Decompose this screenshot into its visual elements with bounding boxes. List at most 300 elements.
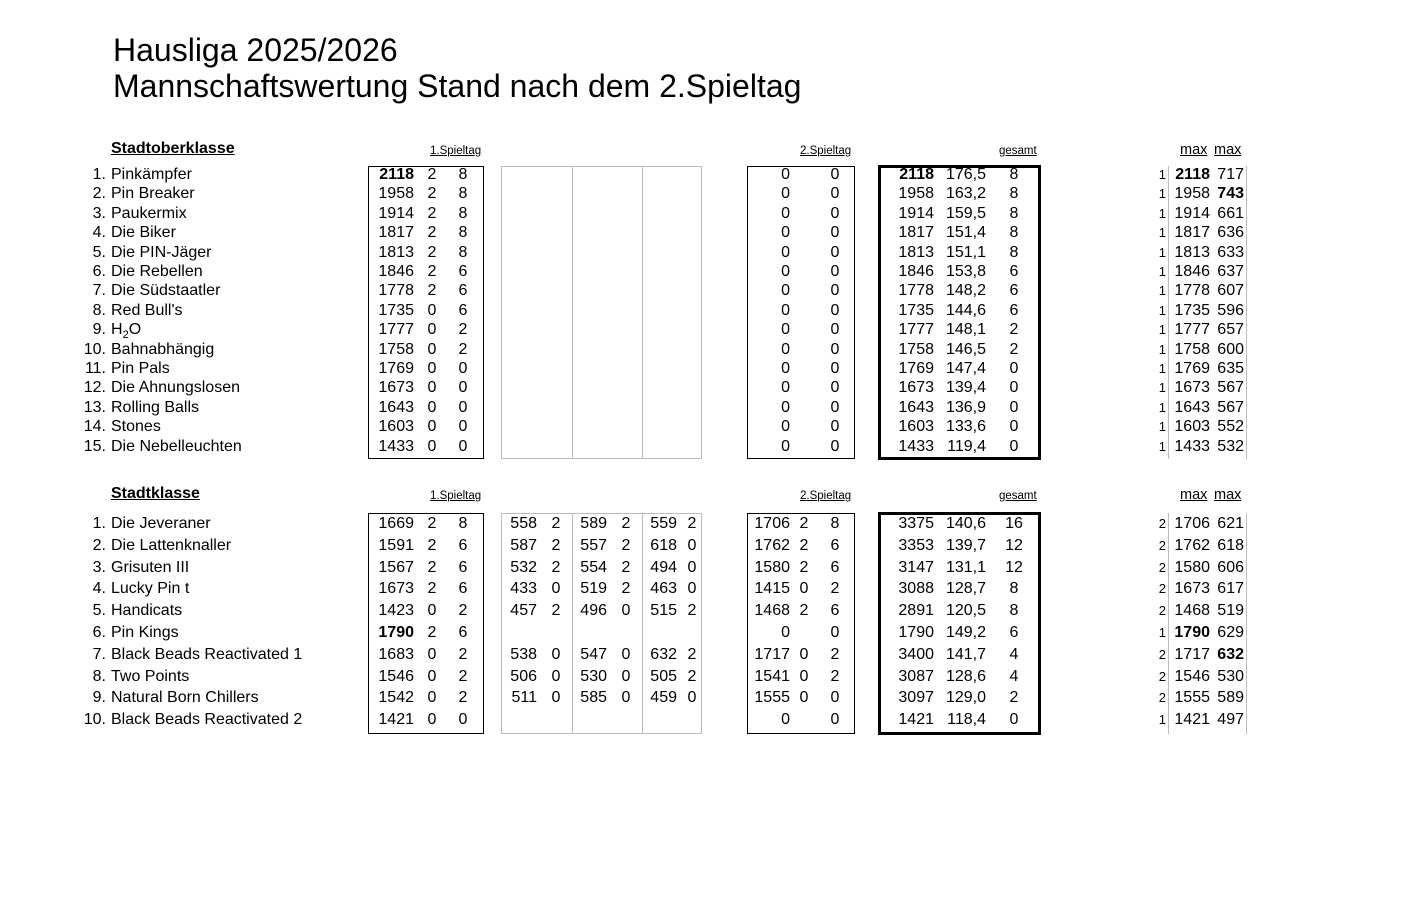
cell-max2: 607 xyxy=(1217,282,1244,300)
cell-rank: 4. xyxy=(92,580,106,598)
cell-days: 2 xyxy=(1158,690,1166,706)
cell-avg: 176,5 xyxy=(945,166,986,183)
cell-g2p: 0 xyxy=(621,602,631,620)
cell-rank: 7. xyxy=(92,282,106,300)
cell-d1: 1735 xyxy=(378,301,414,319)
cell-g3p: 2 xyxy=(687,602,697,620)
cell-rank: 3. xyxy=(92,558,106,576)
cell-max2: 657 xyxy=(1217,321,1244,339)
cell-d2s: 0 xyxy=(830,243,840,261)
cell-d2p: 2 xyxy=(799,558,809,576)
cell-days: 1 xyxy=(1158,302,1166,318)
cell-pts: 0 xyxy=(1009,398,1019,416)
cell-g1: 532 xyxy=(510,558,537,576)
cell-team: Lucky Pin t xyxy=(111,580,190,598)
cell-d1: 1958 xyxy=(378,185,414,203)
cell-avg: 153,8 xyxy=(945,263,986,280)
cell-g3p: 2 xyxy=(687,667,697,685)
cell-d2: 0 xyxy=(781,224,790,242)
cell-d1s: 2 xyxy=(458,321,468,339)
cell-g3: 559 xyxy=(650,515,677,532)
cell-team: Red Bull's xyxy=(111,301,183,319)
table-row xyxy=(0,243,1403,263)
cell-d1: 1603 xyxy=(378,418,414,436)
cell-rank: 3. xyxy=(92,204,106,222)
cell-max2: 617 xyxy=(1217,580,1244,598)
cell-pts: 6 xyxy=(1009,624,1019,641)
cell-pts: 8 xyxy=(1009,185,1019,203)
cell-d1: 1817 xyxy=(378,224,414,242)
cell-d1: 1542 xyxy=(378,689,414,707)
cell-tot: 1643 xyxy=(898,398,934,416)
cell-d2: 0 xyxy=(781,398,790,416)
cell-max1: 1643 xyxy=(1174,398,1210,416)
cell-avg: 163,2 xyxy=(945,185,986,203)
table-row xyxy=(0,359,1403,379)
cell-pts: 12 xyxy=(1005,536,1023,554)
cell-days: 1 xyxy=(1158,244,1166,260)
cell-d1: 1546 xyxy=(378,667,414,685)
cell-d1s: 0 xyxy=(458,711,468,729)
cell-d2p: 2 xyxy=(799,602,809,620)
cell-d2s: 0 xyxy=(830,689,840,707)
cell-d2: 0 xyxy=(781,437,790,455)
cell-d2s: 0 xyxy=(830,166,840,183)
cell-d1p: 0 xyxy=(427,321,437,339)
cell-rank: 6. xyxy=(92,263,106,280)
cell-g1p: 2 xyxy=(551,515,561,532)
cell-g1p: 2 xyxy=(551,558,561,576)
cell-d1: 1813 xyxy=(378,243,414,261)
cell-g3: 459 xyxy=(650,689,677,707)
table-row xyxy=(0,320,1403,340)
cell-tot: 1790 xyxy=(898,624,934,641)
cell-g3p: 0 xyxy=(687,558,697,576)
cell-max2: 532 xyxy=(1217,437,1244,455)
cell-d2p: 0 xyxy=(799,645,809,663)
cell-d2: 0 xyxy=(781,321,790,339)
cell-d1p: 0 xyxy=(427,360,437,377)
cell-d2s: 0 xyxy=(830,204,840,222)
header-total: gesamt xyxy=(999,145,1037,157)
header-day1: 1.Spieltag xyxy=(430,490,482,502)
cell-d1p: 0 xyxy=(427,667,437,685)
cell-rank: 10. xyxy=(83,340,106,358)
cell-tot: 2891 xyxy=(898,602,934,620)
cell-max1: 1603 xyxy=(1174,418,1210,436)
cell-d1s: 6 xyxy=(458,301,468,319)
cell-pts: 8 xyxy=(1009,243,1019,261)
cell-d2p: 0 xyxy=(799,689,809,707)
cell-days: 2 xyxy=(1158,668,1166,684)
cell-d2s: 6 xyxy=(830,602,840,620)
cell-g2: 530 xyxy=(580,667,607,685)
cell-avg: 147,4 xyxy=(945,360,986,377)
cell-rank: 8. xyxy=(92,667,106,685)
cell-d2: 0 xyxy=(781,624,790,641)
cell-tot: 1846 xyxy=(898,263,934,280)
cell-tot: 1778 xyxy=(898,282,934,300)
cell-d1p: 2 xyxy=(427,558,437,576)
cell-pts: 16 xyxy=(1005,515,1023,532)
cell-d2p: 2 xyxy=(799,515,809,532)
cell-d1p: 0 xyxy=(427,301,437,319)
cell-d1s: 0 xyxy=(458,418,468,436)
cell-tot: 3400 xyxy=(898,645,934,663)
cell-rank: 4. xyxy=(92,224,106,242)
cell-max2: 717 xyxy=(1217,166,1244,183)
cell-team: Die Biker xyxy=(111,224,176,242)
cell-max1: 1762 xyxy=(1174,536,1210,554)
cell-d1s: 2 xyxy=(458,667,468,685)
cell-tot: 1673 xyxy=(898,379,934,397)
cell-g2p: 2 xyxy=(621,558,631,576)
cell-rank: 11. xyxy=(84,360,106,377)
cell-d1s: 8 xyxy=(458,204,468,222)
cell-d1: 1591 xyxy=(378,536,414,554)
cell-d2: 0 xyxy=(781,301,790,319)
cell-d2: 0 xyxy=(781,340,790,358)
cell-rank: 15. xyxy=(83,437,106,455)
cell-rank: 9. xyxy=(92,689,106,707)
cell-avg: 141,7 xyxy=(945,645,986,663)
cell-rank: 8. xyxy=(92,301,106,319)
cell-pts: 8 xyxy=(1009,602,1019,620)
table-row xyxy=(0,165,1403,185)
table-row xyxy=(0,301,1403,321)
cell-team: Die Lattenknaller xyxy=(111,536,232,554)
cell-pts: 6 xyxy=(1009,263,1019,280)
cell-d1: 1433 xyxy=(378,437,414,455)
cell-pts: 4 xyxy=(1009,667,1019,685)
cell-pts: 0 xyxy=(1009,437,1019,455)
cell-d2s: 6 xyxy=(830,536,840,554)
cell-d2s: 2 xyxy=(830,580,840,598)
cell-tot: 1813 xyxy=(898,243,934,261)
cell-d2: 0 xyxy=(781,263,790,280)
cell-rank: 9. xyxy=(92,321,106,339)
table-row xyxy=(0,667,1403,687)
cell-d2s: 0 xyxy=(830,185,840,203)
cell-team: Die Rebellen xyxy=(111,263,203,280)
header-max-total: max xyxy=(1180,487,1208,503)
cell-g3p: 2 xyxy=(687,645,697,663)
cell-d2: 0 xyxy=(781,204,790,222)
cell-tot: 1958 xyxy=(898,185,934,203)
cell-max2: 497 xyxy=(1217,711,1244,729)
cell-d1s: 2 xyxy=(458,689,468,707)
cell-max1: 1846 xyxy=(1174,263,1210,280)
cell-tot: 3088 xyxy=(898,580,934,598)
cell-avg: 159,5 xyxy=(945,204,986,222)
cell-d1s: 2 xyxy=(458,645,468,663)
cell-tot: 1735 xyxy=(898,301,934,319)
cell-avg: 118,4 xyxy=(947,711,986,729)
team-name-tail: O xyxy=(128,321,142,339)
section-title: Stadtklasse xyxy=(111,485,200,502)
cell-g2p: 0 xyxy=(621,667,631,685)
cell-d2s: 0 xyxy=(830,418,840,436)
cell-d1: 1914 xyxy=(378,204,414,222)
cell-days: 1 xyxy=(1158,712,1166,728)
cell-team: Pin Kings xyxy=(111,624,179,641)
cell-g1p: 0 xyxy=(551,645,561,663)
cell-days: 1 xyxy=(1158,419,1166,435)
cell-g2: 519 xyxy=(580,580,607,598)
cell-g3: 463 xyxy=(650,580,677,598)
cell-d2s: 0 xyxy=(830,263,840,280)
cell-pts: 0 xyxy=(1009,711,1019,729)
cell-pts: 8 xyxy=(1009,580,1019,598)
cell-g1: 538 xyxy=(510,645,537,663)
cell-d1s: 0 xyxy=(458,360,468,377)
cell-pts: 2 xyxy=(1009,321,1019,339)
cell-team: Pin Pals xyxy=(111,360,170,377)
cell-max2: 596 xyxy=(1217,301,1244,319)
cell-g1: 587 xyxy=(510,536,537,554)
cell-d2s: 0 xyxy=(830,360,840,377)
cell-d1p: 0 xyxy=(427,645,437,663)
cell-max2: 530 xyxy=(1217,667,1244,685)
cell-days: 2 xyxy=(1158,581,1166,597)
cell-days: 2 xyxy=(1158,603,1166,619)
cell-g3p: 2 xyxy=(687,515,697,532)
header-total: gesamt xyxy=(999,490,1037,502)
cell-g2: 547 xyxy=(580,645,607,663)
cell-pts: 0 xyxy=(1009,360,1019,377)
cell-days: 1 xyxy=(1158,399,1166,415)
table-row xyxy=(0,204,1403,224)
cell-g3p: 0 xyxy=(687,536,697,554)
cell-team: Die Ahnungslosen xyxy=(111,379,240,397)
header-max-game: max xyxy=(1214,487,1242,503)
cell-d1s: 0 xyxy=(458,379,468,397)
cell-team: Two Points xyxy=(111,667,190,685)
cell-rank: 2. xyxy=(92,536,106,554)
cell-rank: 6. xyxy=(92,624,106,641)
table-row xyxy=(0,558,1403,578)
cell-max1: 1958 xyxy=(1174,185,1210,203)
cell-max1: 1813 xyxy=(1174,243,1210,261)
team-name-part: H xyxy=(111,321,123,339)
cell-tot: 1769 xyxy=(898,360,934,377)
table-row xyxy=(0,417,1403,437)
cell-tot: 1433 xyxy=(898,437,934,455)
cell-tot: 1914 xyxy=(898,204,934,222)
cell-max1: 1769 xyxy=(1174,360,1210,377)
cell-days: 1 xyxy=(1158,186,1166,202)
cell-d1p: 0 xyxy=(427,418,437,436)
cell-d2: 0 xyxy=(781,418,790,436)
cell-d2: 1415 xyxy=(754,580,790,598)
cell-days: 1 xyxy=(1158,283,1166,299)
cell-team: Stones xyxy=(111,418,161,436)
cell-avg: 139,4 xyxy=(945,379,986,397)
cell-d1p: 0 xyxy=(427,602,437,620)
cell-days: 1 xyxy=(1158,264,1166,279)
cell-g1p: 2 xyxy=(551,602,561,620)
cell-avg: 139,7 xyxy=(945,536,986,554)
cell-team: Black Beads Reactivated 2 xyxy=(111,711,303,729)
cell-d2s: 0 xyxy=(830,282,840,300)
cell-g1: 558 xyxy=(510,515,537,532)
cell-d1: 1669 xyxy=(378,515,414,532)
table-row xyxy=(0,623,1403,643)
cell-max2: 661 xyxy=(1217,204,1244,222)
cell-g1p: 0 xyxy=(551,689,561,707)
cell-d2: 1762 xyxy=(754,536,790,554)
cell-max2: 632 xyxy=(1217,645,1244,663)
cell-rank: 2. xyxy=(92,185,106,203)
cell-d1s: 8 xyxy=(458,166,468,183)
cell-d1p: 0 xyxy=(427,437,437,455)
cell-g3: 505 xyxy=(650,667,677,685)
cell-rank: 5. xyxy=(92,602,106,620)
cell-rank: 1. xyxy=(92,515,106,532)
cell-pts: 0 xyxy=(1009,418,1019,436)
cell-avg: 140,6 xyxy=(945,515,986,532)
cell-tot: 1777 xyxy=(898,321,934,339)
cell-days: 1 xyxy=(1158,361,1166,376)
cell-d1p: 2 xyxy=(427,282,437,300)
cell-tot: 3147 xyxy=(898,558,934,576)
cell-avg: 148,1 xyxy=(945,321,986,339)
cell-g3: 632 xyxy=(650,645,677,663)
cell-g1p: 2 xyxy=(551,536,561,554)
cell-max1: 1421 xyxy=(1174,711,1210,729)
cell-max1: 1717 xyxy=(1174,645,1210,663)
table-row xyxy=(0,710,1403,730)
cell-d2s: 0 xyxy=(830,340,840,358)
cell-avg: 136,9 xyxy=(945,398,986,416)
cell-d1p: 2 xyxy=(427,263,437,280)
cell-g2p: 2 xyxy=(621,515,631,532)
cell-g3: 515 xyxy=(650,602,677,620)
table-row xyxy=(0,688,1403,708)
header-max-total: max xyxy=(1180,142,1208,158)
cell-max1: 1777 xyxy=(1174,321,1210,339)
cell-d1: 2118 xyxy=(379,166,414,183)
cell-rank: 10. xyxy=(83,711,106,729)
cell-rank: 1. xyxy=(92,166,106,183)
page-subtitle: Mannschaftswertung Stand nach dem 2.Spieltag xyxy=(113,68,802,104)
cell-pts: 6 xyxy=(1009,282,1019,300)
cell-max2: 635 xyxy=(1217,360,1244,377)
table-row xyxy=(0,536,1403,556)
cell-d2: 1541 xyxy=(754,667,790,685)
cell-d1p: 2 xyxy=(427,224,437,242)
cell-d1: 1790 xyxy=(378,624,414,641)
cell-max2: 519 xyxy=(1217,602,1244,620)
cell-d2: 0 xyxy=(781,711,790,729)
cell-g1: 511 xyxy=(511,689,537,707)
cell-d2s: 2 xyxy=(830,667,840,685)
cell-max1: 1546 xyxy=(1174,667,1210,685)
cell-pts: 12 xyxy=(1005,558,1023,576)
cell-team: Pin Breaker xyxy=(111,185,195,203)
cell-avg: 151,4 xyxy=(945,224,986,242)
cell-days: 2 xyxy=(1158,646,1166,662)
cell-max1: 1706 xyxy=(1174,515,1210,532)
cell-team: Rolling Balls xyxy=(111,398,200,416)
cell-max2: 589 xyxy=(1217,689,1244,707)
cell-avg: 131,1 xyxy=(945,558,986,576)
cell-d2p: 0 xyxy=(799,667,809,685)
cell-d1p: 2 xyxy=(427,185,437,203)
cell-d1p: 0 xyxy=(427,689,437,707)
table-row xyxy=(0,645,1403,665)
page-title: Hausliga 2025/2026 xyxy=(113,32,398,68)
cell-d1s: 8 xyxy=(458,224,468,242)
cell-avg: 128,7 xyxy=(945,580,986,598)
cell-d1: 1846 xyxy=(378,263,414,280)
cell-rank: 13. xyxy=(83,398,106,416)
cell-d1s: 8 xyxy=(458,185,468,203)
header-day2: 2.Spieltag xyxy=(800,145,852,157)
cell-d2s: 0 xyxy=(830,321,840,339)
table-row xyxy=(0,281,1403,301)
cell-d1p: 2 xyxy=(427,515,437,532)
cell-d1s: 8 xyxy=(458,243,468,261)
cell-g1: 506 xyxy=(510,667,537,685)
cell-pts: 4 xyxy=(1009,645,1019,663)
cell-max2: 621 xyxy=(1217,515,1244,532)
cell-d2s: 0 xyxy=(830,379,840,397)
cell-d1p: 2 xyxy=(427,624,437,641)
cell-max2: 552 xyxy=(1217,418,1244,436)
cell-g2: 557 xyxy=(580,536,607,554)
cell-d1: 1769 xyxy=(378,360,414,377)
cell-d2s: 0 xyxy=(830,437,840,455)
cell-pts: 8 xyxy=(1009,204,1019,222)
cell-team: Paukermix xyxy=(111,204,187,222)
cell-tot: 1421 xyxy=(898,711,934,729)
cell-max1: 1433 xyxy=(1174,437,1210,455)
cell-g2: 585 xyxy=(580,689,607,707)
cell-d1: 1778 xyxy=(378,282,414,300)
cell-max1: 1758 xyxy=(1174,340,1210,358)
cell-d2s: 0 xyxy=(830,711,840,729)
cell-d2: 1555 xyxy=(754,689,790,707)
cell-days: 2 xyxy=(1158,559,1166,575)
cell-d1: 1777 xyxy=(378,321,414,339)
cell-team: Handicats xyxy=(111,602,183,620)
cell-tot: 3353 xyxy=(898,536,934,554)
cell-d1s: 6 xyxy=(458,282,468,300)
cell-team: Black Beads Reactivated 1 xyxy=(111,645,303,663)
header-max-game: max xyxy=(1214,142,1242,158)
cell-max2: 629 xyxy=(1217,624,1244,641)
cell-days: 1 xyxy=(1158,380,1166,396)
cell-d2s: 0 xyxy=(830,301,840,319)
cell-g2: 589 xyxy=(580,515,607,532)
cell-d1s: 6 xyxy=(458,536,468,554)
cell-max1: 1468 xyxy=(1174,602,1210,620)
cell-days: 1 xyxy=(1158,341,1166,357)
header-day2: 2.Spieltag xyxy=(800,490,852,502)
cell-d1p: 2 xyxy=(427,204,437,222)
cell-d1: 1758 xyxy=(378,340,414,358)
cell-team: Die Jeveraner xyxy=(111,515,211,532)
cell-g1p: 0 xyxy=(551,667,561,685)
table-row xyxy=(0,184,1403,204)
cell-pts: 0 xyxy=(1009,379,1019,397)
cell-d1: 1567 xyxy=(378,558,414,576)
cell-avg: 148,2 xyxy=(945,282,986,300)
cell-d1p: 0 xyxy=(427,711,437,729)
cell-rank: 14. xyxy=(83,418,106,436)
cell-avg: 144,6 xyxy=(945,301,986,319)
